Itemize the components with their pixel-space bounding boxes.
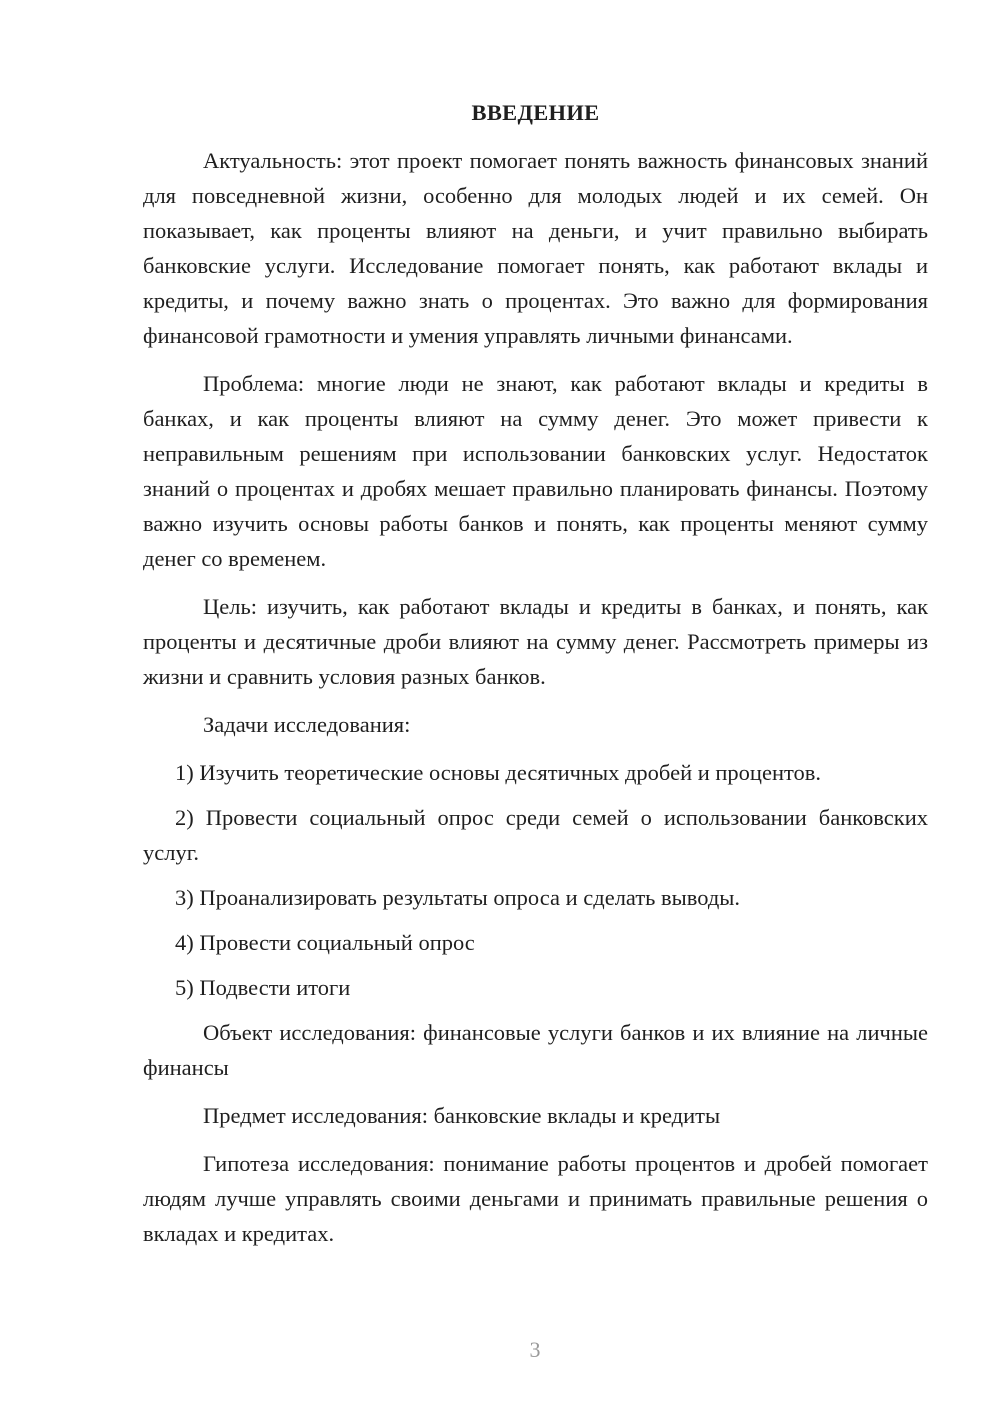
- task-item: 3) Проанализировать результаты опроса и сделать выводы.: [175, 885, 741, 910]
- task-item: 5) Подвести итоги: [175, 975, 351, 1000]
- page-heading: ВВЕДЕНИЕ: [471, 100, 600, 125]
- page-number: 3: [529, 1337, 541, 1362]
- hypothesis-paragraph: Гипотеза исследования: понимание работы процентов и дробей помогает людям лучше управлять своими деньгами и принимать правильные решения о вкладах и кредитах.: [143, 1151, 928, 1246]
- relevance-paragraph: Актуальность: этот проект помогает понять важность финансовых знаний для повседневной жизни, особенно для молодых людей и их семей. Он показывает, как проценты влияют на деньги, и учит правильно выбирать банковские услуги. Исследование помогает понять, как работают вклады и кредиты, и почему важно знать о процентах. Это важно для формирования финансовой грамотности и умения управлять личными финансами.: [143, 148, 928, 348]
- task-item: 4) Провести социальный опрос: [175, 930, 475, 955]
- task-item: 2) Провести социальный опрос среди семей о использовании банковских услуг.: [143, 805, 928, 865]
- tasks-heading: Задачи исследования:: [203, 712, 411, 737]
- problem-paragraph: Проблема: многие люди не знают, как работают вклады и кредиты в банках, и как проценты влияют на сумму денег. Это может привести к неправильным решениям при использовании банковских услуг. Недостаток знаний о процентах и дробях мешает правильно планировать финансы. Поэтому важно изучить основы работы банков и понять, как проценты меняют сумму денег со временем.: [143, 371, 928, 571]
- subject-paragraph: Предмет исследования: банковские вклады и кредиты: [203, 1103, 721, 1128]
- goal-paragraph: Цель: изучить, как работают вклады и кредиты в банках, и понять, как проценты и десятичные дроби влияют на сумму денег. Рассмотреть примеры из жизни и сравнить условия разных банков.: [143, 594, 928, 689]
- task-item: 1) Изучить теоретические основы десятичных дробей и процентов.: [175, 760, 822, 785]
- object-paragraph: Объект исследования: финансовые услуги банков и их влияние на личные финансы: [143, 1020, 928, 1080]
